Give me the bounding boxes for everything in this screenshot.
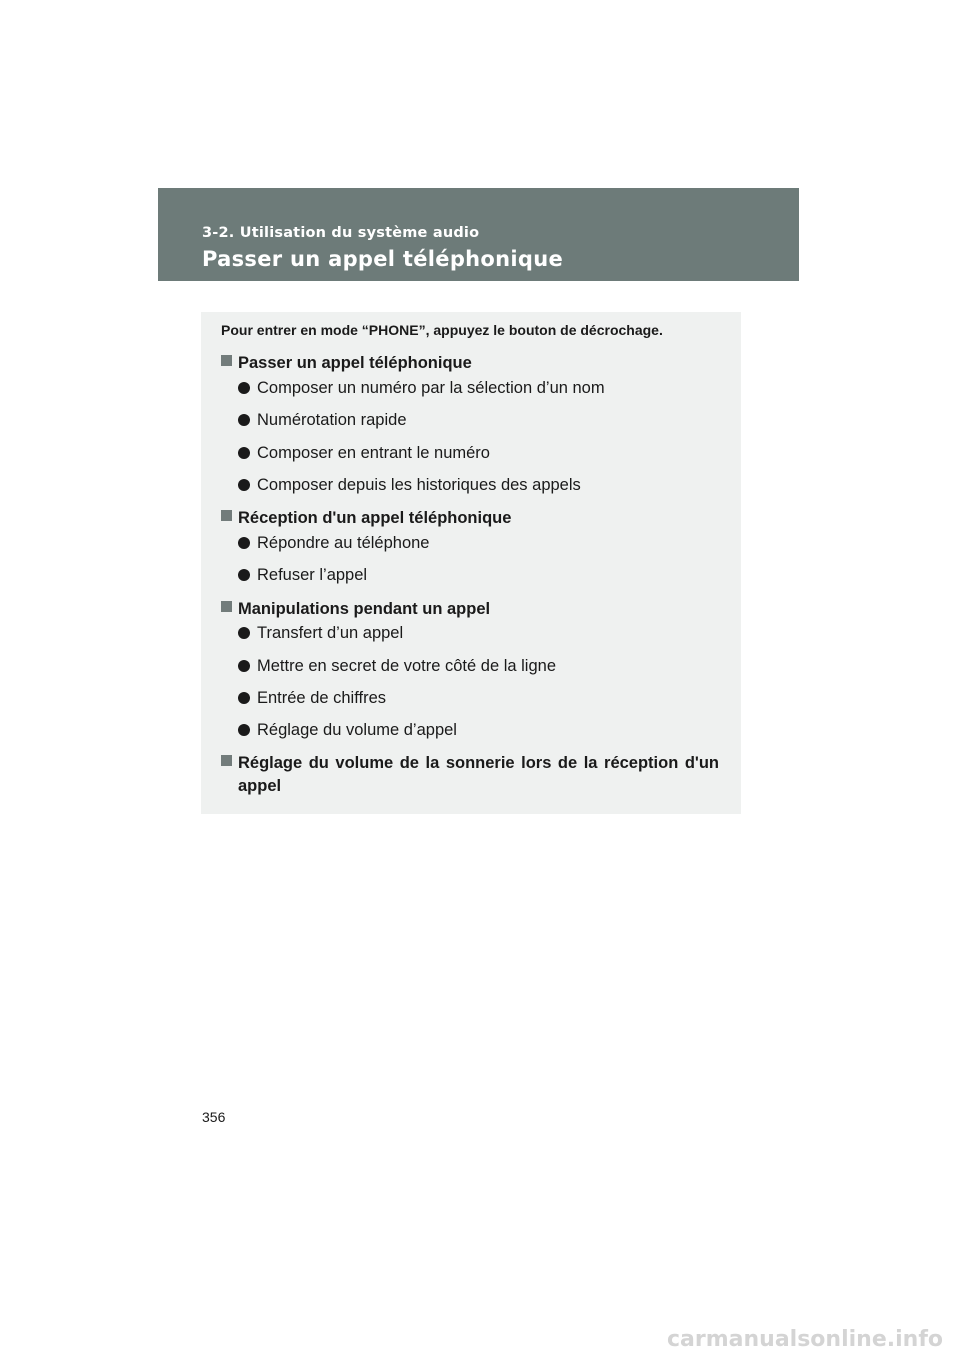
list-item [238,533,429,553]
list-item-text: Composer un numéro par la sélection d’un nom [257,379,605,397]
section-heading-ringtone-volume [221,752,719,798]
section-heading-text: Manipulations pendant un appel [238,600,491,618]
square-bullet-icon [221,510,232,521]
list-item-text: Refuser l’appel [257,566,368,584]
watermark: carmanualsonline.info [667,1327,943,1352]
round-bullet-icon [238,660,250,672]
section-heading-text: Réception d'un appel téléphonique [238,509,512,527]
list-item [238,623,403,643]
section-heading-text: Réglage du volume de la sonnerie lors de la réception d'un appel [238,754,719,795]
round-bullet-icon [238,382,250,394]
list-item-text: Mettre en secret de votre côté de la ligne [257,657,556,675]
list-item-text: Composer en entrant le numéro [257,444,490,462]
page-title: Passer un appel téléphonique [202,247,564,271]
round-bullet-icon [238,479,250,491]
square-bullet-icon [221,755,232,766]
list-item [238,688,386,708]
list-item-text: Transfert d’un appel [257,624,404,642]
section-heading-receive-call [221,507,719,530]
section-header-band [158,188,799,281]
section-heading-text: Passer un appel téléphonique [238,354,472,372]
round-bullet-icon [238,627,250,639]
round-bullet-icon [238,724,250,736]
list-item [238,410,407,430]
section-label: 3-2. Utilisation du système audio [202,225,480,241]
page-number: 356 [202,1109,226,1125]
list-item-text: Réglage du volume d’appel [257,721,457,739]
section-heading-during-call [221,598,719,621]
list-item [238,656,556,676]
round-bullet-icon [238,692,250,704]
list-item [238,565,367,585]
list-item-text: Numérotation rapide [257,411,407,429]
list-item [238,443,490,463]
round-bullet-icon [238,537,250,549]
round-bullet-icon [238,569,250,581]
list-item-text: Composer depuis les historiques des appels [257,476,581,494]
square-bullet-icon [221,601,232,612]
list-item [238,475,581,495]
list-item-text: Entrée de chiffres [257,689,387,707]
list-item [238,378,605,398]
section-heading-make-call [221,352,719,375]
intro-text: Pour entrer en mode “PHONE”, appuyez le bouton de décrochage. [221,322,663,338]
summary-box [201,312,741,814]
list-item [238,720,457,740]
list-item-text: Répondre au téléphone [257,534,430,552]
square-bullet-icon [221,355,232,366]
round-bullet-icon [238,447,250,459]
round-bullet-icon [238,414,250,426]
